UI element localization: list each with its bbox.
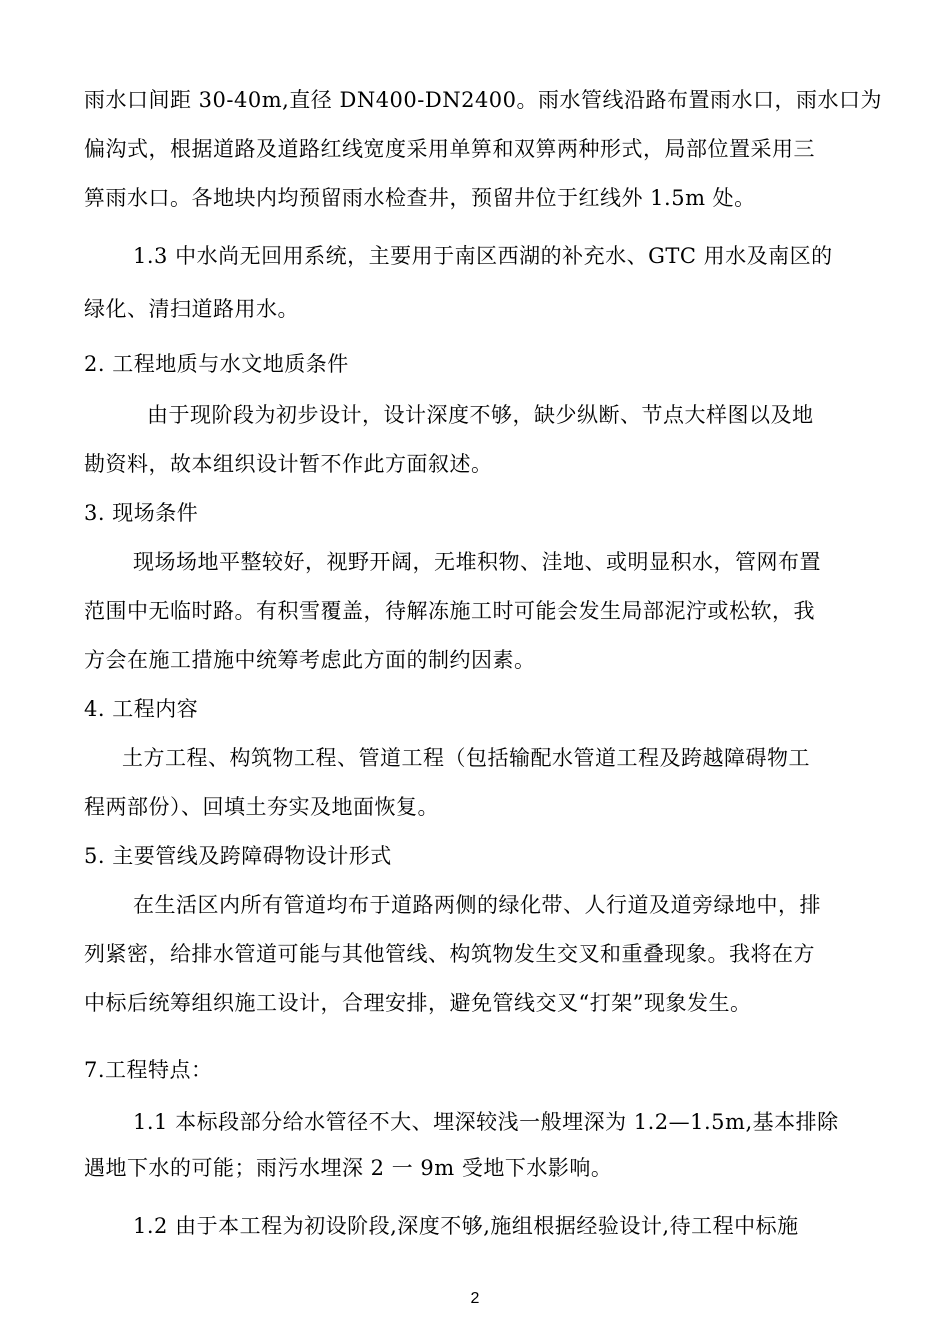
- text-line: 遇地下水的可能；雨污水埋深 2 一 9m 受地下水影响。: [84, 1156, 613, 1180]
- text-line: 范围中无临时路。有积雪覆盖，待解冻施工时可能会发生局部泥泞或松软，我: [84, 599, 815, 623]
- text-line: 程两部份）、回填土夯实及地面恢复。: [84, 795, 439, 819]
- page-number: 2: [470, 1290, 480, 1307]
- text-line: 绿化、清扫道路用水。: [84, 297, 299, 321]
- text-line: 勘资料，故本组织设计暂不作此方面叙述。: [84, 452, 493, 476]
- text-line: 在生活区内所有管道均布于道路两侧的绿化带、人行道及道旁绿地中，排: [133, 893, 821, 917]
- text-line: 雨水口间距 30-40m,直径 DN400-DN2400。雨水管线沿路布置雨水口，雨水口为: [84, 88, 883, 112]
- section-heading: 4. 工程内容: [84, 697, 199, 721]
- text-line: 由于现阶段为初步设计，设计深度不够，缺少纵断、节点大样图以及地: [147, 403, 814, 427]
- text-line: 列紧密，给排水管道可能与其他管线、构筑物发生交叉和重叠现象。我将在方: [84, 942, 815, 966]
- text-line: 偏沟式，根据道路及道路红线宽度采用单箅和双箅两种形式，局部位置采用三: [84, 137, 815, 161]
- text-line: 箅雨水口。各地块内均预留雨水检查井，预留井位于红线外 1.5m 处。: [84, 186, 756, 210]
- section-heading: 7.工程特点：: [84, 1058, 213, 1082]
- section-heading: 3. 现场条件: [84, 501, 199, 525]
- section-heading: 2. 工程地质与水文地质条件: [84, 352, 349, 376]
- text-line: 方会在施工措施中统筹考虑此方面的制约因素。: [84, 648, 536, 672]
- text-line: 1.2 由于本工程为初设阶段,深度不够,施组根据经验设计,待工程中标施: [133, 1214, 799, 1238]
- text-line: 土方工程、构筑物工程、管道工程（包括输配水管道工程及跨越障碍物工: [122, 746, 810, 770]
- text-line: 1.1 本标段部分给水管径不大、埋深较浅一般埋深为 1.2—1.5m,基本排除: [133, 1110, 839, 1134]
- text-line: 1.3 中水尚无回用系统，主要用于南区西湖的补充水、GTC 用水及南区的: [133, 244, 833, 268]
- text-line: 中标后统筹组织施工设计，合理安排，避免管线交叉“打架”现象发生。: [84, 991, 752, 1015]
- section-heading: 5. 主要管线及跨障碍物设计形式: [84, 844, 392, 868]
- text-line: 现场场地平整较好，视野开阔，无堆积物、洼地、或明显积水，管网布置: [133, 550, 821, 574]
